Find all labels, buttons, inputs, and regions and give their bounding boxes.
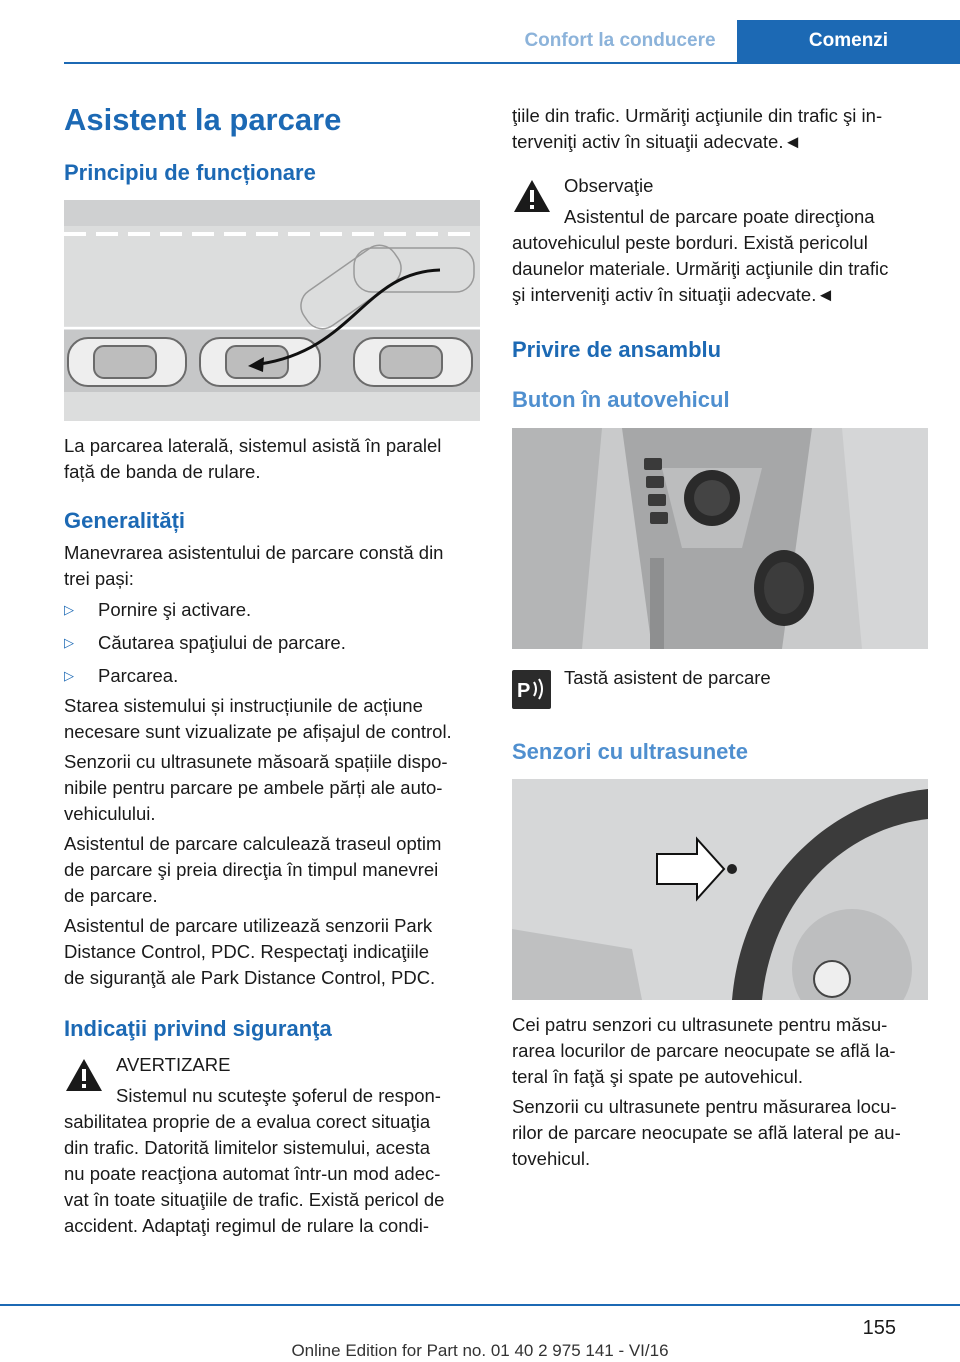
section-heading-ansamblu: Privire de ansamblu xyxy=(512,337,722,362)
edition-footer: Online Edition for Part no. 01 40 2 975 141 - VI/16 xyxy=(291,1341,669,1360)
section-heading-siguranta: Indicaţii privind siguranţa xyxy=(64,1016,332,1041)
section-heading-principiu: Principiu de funcționare xyxy=(64,160,316,185)
triangle-bullet-icon: ▷ xyxy=(64,635,74,650)
header-rule xyxy=(64,62,960,64)
section-heading-generalitati: Generalități xyxy=(64,508,186,533)
warning-text: Sistemul nu scuteşte şoferul de respon- sabilitatea proprie de a evalua corect situaţia din trafic. Datorită limitelor sistemului, acesta nu poate reacţiona automat într-un mod adec- vat în toate situaţiile de trafic. Există pericol de accident. Adaptaţi regimul de rulare la condi- xyxy=(64,1085,445,1236)
tab-confort-la-conducere[interactable]: Confort la conducere xyxy=(524,30,716,51)
parked-car-right xyxy=(354,338,472,386)
page-number: 155 xyxy=(862,1317,896,1339)
park-assist-button-icon xyxy=(512,670,551,709)
parked-car-left xyxy=(68,338,186,386)
warning-continuation: ţiile din trafic. Urmăriţi acţiunile din trafic şi in- terveniţi activ în situaţii adecvate.◄ xyxy=(512,105,883,152)
observation-label: Observaţie xyxy=(564,175,654,196)
paragraph-sensors: Senzorii cu ultrasunete măsoară spațiile dispo- nibile pentru parcare pe ambele părți ale auto- vehiculului. xyxy=(64,751,448,824)
paragraph-route: Asistentul de parcare calculează traseul optim de parcare şi preia direcţia în timpul manevrei de parcare. xyxy=(64,833,442,906)
general-intro: Manevrarea asistentului de parcare constă din trei pași: xyxy=(64,542,444,589)
triangle-bullet-icon: ▷ xyxy=(64,668,74,683)
sensors-paragraph-2: Senzorii cu ultrasunete pentru măsurarea locu- rilor de parcare neocupate se află lateral pe au- tovehicul. xyxy=(512,1096,901,1169)
svg-text:P: P xyxy=(517,680,531,702)
figure-caption: La parcarea laterală, sistemul asistă în paralel față de banda de rulare. xyxy=(64,435,442,482)
sensors-paragraph-1: Cei patru senzori cu ultrasunete pentru măsu- rarea locurilor de parcare neocupate se află la- teral în faţă şi spate pe autovehicul. xyxy=(512,1014,896,1087)
warning-label: AVERTIZARE xyxy=(116,1054,231,1075)
subheading-buton: Buton în autovehicul xyxy=(512,387,730,412)
paragraph-pdc: Asistentul de parcare utilizează senzorii Park Distance Control, PDC. Respectaţi indicaţiile de siguranţă ale Park Distance Control, PDC. xyxy=(64,915,436,988)
parallel-parking-illustration xyxy=(64,200,480,421)
footer-rule xyxy=(0,1304,960,1306)
triangle-bullet-icon: ▷ xyxy=(64,602,74,617)
observation-text: Asistentul de parcare poate direcţiona autovehiculul peste borduri. Există pericolul daunelor materiale. Urmăriţi acţiunile din trafic şi interveniţi activ în situaţii adecvate.◄ xyxy=(512,206,889,305)
ultrasonic-sensor-photo xyxy=(512,779,928,1000)
subheading-senzori: Senzori cu ultrasunete xyxy=(512,739,748,764)
paragraph-status: Starea sistemului și instrucțiunile de acțiune necesare sunt vizualizate pe afișajul de control. xyxy=(64,695,452,742)
page-title: Asistent la parcare xyxy=(64,102,342,137)
button-caption: Tastă asistent de parcare xyxy=(564,667,771,688)
tab-comenzi[interactable]: Comenzi xyxy=(737,20,960,62)
console-button-photo xyxy=(512,428,928,649)
